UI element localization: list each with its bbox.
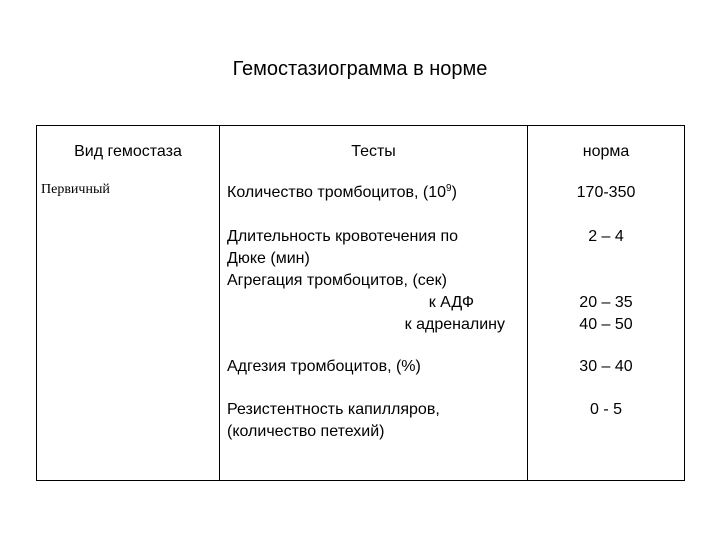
norm-adhesion: 30 – 40 [579, 358, 633, 375]
norms-table [36, 125, 685, 481]
test-bleeding-time-line2: Дюке (мин) [227, 250, 310, 267]
norm-platelet-count: 170-350 [576, 184, 636, 201]
test-adhesion: Адгезия тромбоцитов, (%) [227, 358, 421, 375]
norm-aggregation-adrenaline: 40 – 50 [579, 316, 633, 333]
header-hemostasis-type: Вид гемостаза [74, 143, 182, 160]
test-aggregation: Агрегация тромбоцитов, (сек) [227, 272, 447, 289]
hemostasis-type-value: Первичный [41, 182, 110, 197]
test-platelet-count [227, 182, 457, 203]
test-platelet-count-label-end: ) [451, 184, 457, 201]
page-title: Гемостазиограмма в норме [232, 58, 488, 80]
test-capillary-resistance-line1: Резистентность капилляров, [227, 401, 440, 418]
norm-bleeding-time: 2 – 4 [588, 228, 624, 245]
norm-capillary-resistance: 0 - 5 [589, 401, 622, 418]
header-norm: норма [582, 143, 630, 160]
test-platelet-count-exponent: 9 [446, 183, 452, 194]
test-aggregation-adp: к АДФ [428, 294, 474, 311]
norm-aggregation-adp: 20 – 35 [579, 294, 633, 311]
test-platelet-count-label: Количество тромбоцитов, (10 [227, 184, 447, 201]
test-bleeding-time-line1: Длительность кровотечения по [227, 228, 458, 245]
header-tests: Тесты [351, 143, 396, 160]
column-divider [219, 126, 220, 480]
test-capillary-resistance-line2: (количество петехий) [227, 423, 385, 440]
test-aggregation-adrenaline: к адреналину [404, 316, 505, 333]
